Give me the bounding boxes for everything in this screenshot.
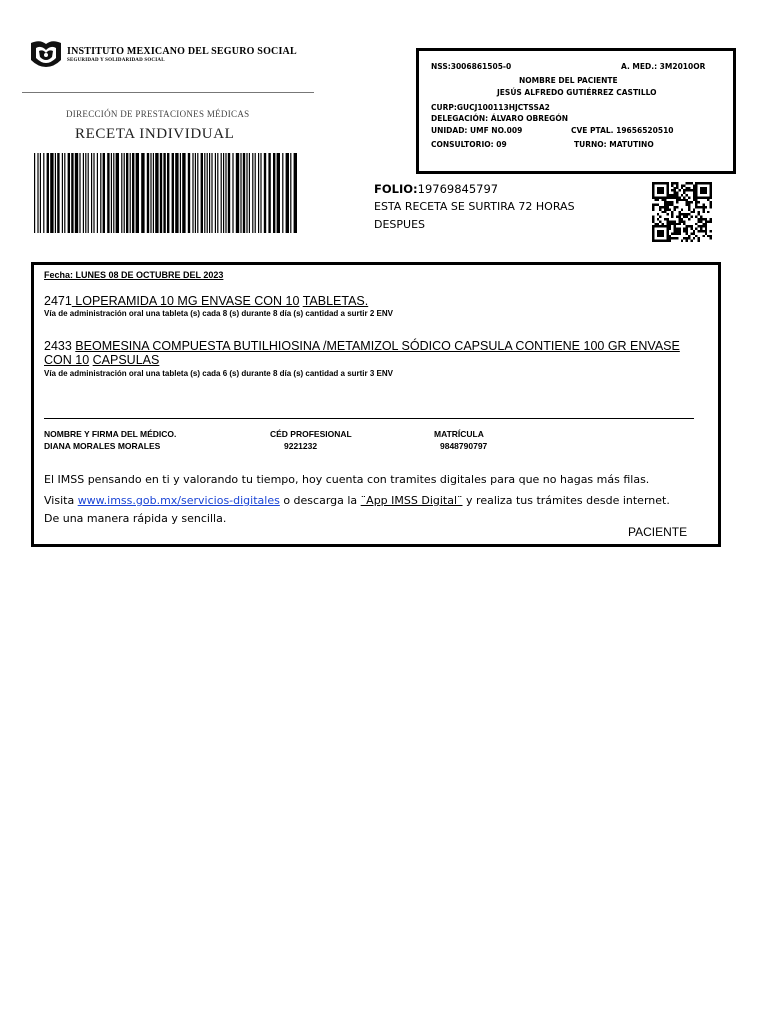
patient-delegacion: DELEGACIÓN: ÁLVARO OBREGÓN	[431, 114, 568, 123]
barcode-icon	[32, 153, 302, 233]
info-line2: Visita www.imss.gob.mx/servicios-digitales o descarga la ¨App IMSS Digital¨ y realiza tus trámites desde internet.	[44, 494, 670, 507]
info-line1: El IMSS pensando en ti y valorando tu tiempo, hoy cuenta con tramites digitales para que no hagas más filas.	[44, 473, 650, 486]
patient-curp: CURP:GUCJ100113HJCTSSA2	[431, 103, 550, 112]
medication-1-form: TABLETAS.	[302, 294, 369, 308]
folio-value: 19769845797	[417, 182, 499, 196]
patient-unidad: UNIDAD: UMF NO.009	[431, 126, 523, 135]
folio-label: FOLIO:	[374, 182, 418, 196]
patient-info-box	[416, 48, 736, 174]
direccion-heading: DIRECCIÓN DE PRESTACIONES MÉDICAS	[66, 109, 250, 119]
copy-label: PACIENTE	[628, 525, 688, 539]
institution-name: INSTITUTO MEXICANO DEL SEGURO SOCIAL	[67, 46, 297, 57]
medication-1-code: 2471	[44, 294, 72, 308]
qr-code-icon	[652, 182, 712, 242]
institution-slogan: SEGURIDAD Y SOLIDARIDAD SOCIAL	[67, 58, 165, 63]
medication-2-instructions: Vía de administración oral una tableta (s) cada 6 (s) durante 8 día (s) cantidad a surtir 3 ENV	[44, 369, 393, 378]
patient-consultorio: CONSULTORIO: 09	[431, 140, 507, 149]
ced-profesional: 9221232	[284, 441, 318, 451]
patient-name-label: NOMBRE DEL PACIENTE	[519, 76, 618, 85]
folio-notice-line2: DESPUES	[374, 218, 426, 231]
folio	[374, 182, 498, 196]
patient-nss: NSS:3006861505-0	[431, 62, 512, 71]
servicios-digitales-link[interactable]: www.imss.gob.mx/servicios-digitales	[77, 494, 280, 507]
signature-line	[44, 418, 694, 419]
medication-1-name: LOPERAMIDA 10 MG ENVASE CON 10	[71, 294, 300, 308]
header-divider	[22, 92, 314, 93]
folio-notice-line1: ESTA RECETA SE SURTIRA 72 HORAS	[374, 200, 575, 213]
patient-name: JESÚS ALFREDO GUTIÉRREZ CASTILLO	[497, 88, 657, 97]
medication-2-title	[44, 339, 680, 353]
info-line3: De una manera rápida y sencilla.	[44, 512, 227, 525]
matricula-label: MATRÍCULA	[434, 429, 484, 439]
ced-profesional-label: CÉD PROFESIONAL	[270, 429, 352, 439]
prescription-date: Fecha: LUNES 08 DE OCTUBRE DEL 2023	[44, 270, 224, 280]
imss-eagle-logo-icon	[30, 40, 62, 68]
medication-2-code: 2433	[44, 339, 72, 353]
document-title: RECETA INDIVIDUAL	[75, 126, 235, 142]
medication-1-title	[44, 294, 368, 308]
patient-cve-ptal: CVE PTAL. 19656520510	[571, 126, 674, 135]
matricula: 9848790797	[440, 441, 488, 451]
app-imss-digital: ¨App IMSS Digital¨	[360, 494, 463, 507]
medication-1-instructions: Vía de administración oral una tableta (s) cada 8 (s) durante 8 día (s) cantidad a surtir 2 ENV	[44, 309, 393, 318]
patient-a-med: A. MED.: 3M2010OR	[621, 62, 706, 71]
doctor-name-label: NOMBRE Y FIRMA DEL MÉDICO.	[44, 429, 177, 439]
doctor-name: DIANA MORALES MORALES	[44, 441, 161, 451]
patient-turno: TURNO: MATUTINO	[574, 140, 654, 149]
medication-2-name: BEOMESINA COMPUESTA BUTILHIOSINA /METAMIZOL SÓDICO CAPSULA CONTIENE 100 GR ENVASE	[75, 339, 680, 353]
medication-2-title-line2: CON 10 CAPSULAS	[44, 353, 160, 367]
